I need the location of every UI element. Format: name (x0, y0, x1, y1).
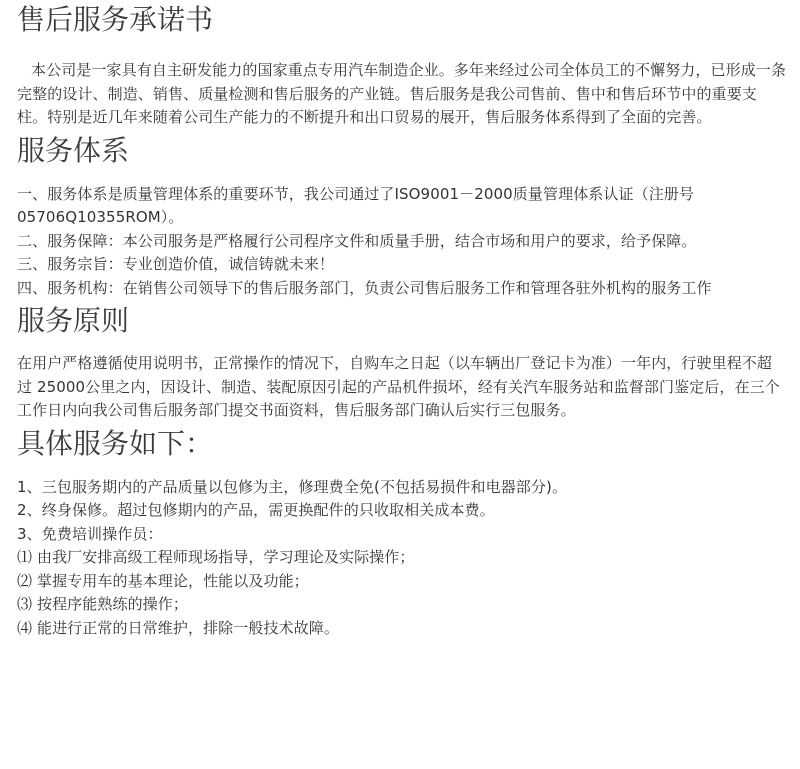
service-details-item-4: ⑴ 由我厂安排高级工程师现场指导，学习理论及实际操作； (17, 548, 415, 566)
service-system-item-3: 三、服务宗旨：专业创造价值，诚信铸就未来！ (17, 255, 335, 273)
service-details-item-5: ⑵ 掌握专用车的基本理论，性能以及功能； (17, 571, 309, 590)
service-details-item-6: ⑶ 按程序能熟练的操作； (17, 595, 188, 613)
service-details-heading: 具体服务如下： (17, 426, 214, 460)
intro-paragraph: 本公司是一家具有自主研发能力的国家重点专用汽车制造企业。多年来经过公司全体员工的不懈努力，已形成一条完整的设计、制造、销售、质量检测和售后服务的产业链。售后服务是我公司售前、售中和售后环节中的重要支柱。特别是近几年来随着公司生产能力的不断提升和出口贸易的展开，售后服务体系得到了全面的完善。 (17, 61, 787, 126)
service-details-list (17, 476, 787, 641)
service-system-list (17, 183, 787, 301)
service-system-item-2: 二、服务保障：本公司服务是严格履行公司程序文件和质量手册，结合市场和用户的要求，给予保障。 (17, 231, 697, 250)
service-principle-heading: 服务原则 (17, 304, 130, 337)
service-system-item-4: 四、服务机构：在销售公司领导下的售后服务部门，负责公司售后服务工作和管理各驻外机构的服务工作 (17, 278, 712, 297)
service-details-item-7: ⑷ 能进行正常的日常维护，排除一般技术故障。 (17, 618, 339, 637)
document-title: 售后服务承诺书 (17, 3, 214, 36)
service-details-item-1: 1、三包服务期内的产品质量以包修为主，修理费全免(不包括易损件和电器部分)。 (17, 477, 568, 496)
service-details-item-2: 2、终身保修。超过包修期内的产品，需更换配件的只收取相关成本费。 (17, 501, 495, 519)
service-system-item-1: 一、服务体系是质量管理体系的重要环节，我公司通过了ISO9001－2000质量管理体系认证（注册号05706Q10355ROM）。 (17, 184, 695, 226)
service-details-item-3: 3、免费培训操作员： (17, 524, 163, 543)
service-system-heading: 服务体系 (17, 133, 130, 167)
document (17, 0, 787, 640)
service-principle-paragraph: 在用户严格遵循使用说明书，正常操作的情况下，自购车之日起（以车辆出厂登记卡为准）一年内，行驶里程不超过 25000公里之内，因设计、制造、装配原因引起的产品机件损坏，经有关汽车服务站和监督部门鉴定后，在三个工作日内向我公司售后服务部门提交书面资料，售后服务部门确认后实行三包服务。 (17, 354, 780, 419)
